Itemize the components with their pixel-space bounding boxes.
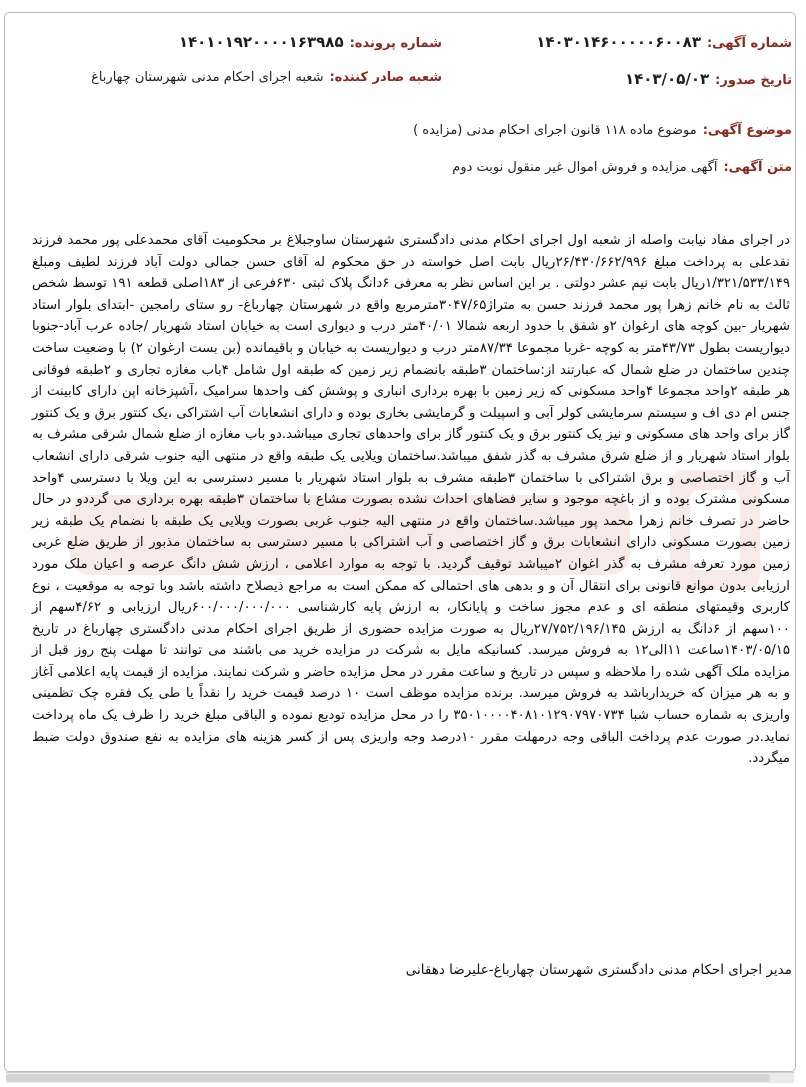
text-title-row <box>452 160 792 175</box>
signature: مدیر اجرای احکام مدنی دادگستری شهرستان چهارباغ-علیرضا دهقانی <box>405 962 792 978</box>
notice-number-row <box>536 33 792 51</box>
text-title: آگهی مزایده و فروش اموال غیر منقول نوبت دوم <box>452 160 718 175</box>
issue-date-row <box>625 70 792 88</box>
notice-paragraph: در اجرای مفاد نیابت واصله از شعبه اول اجرای احکام مدنی دادگستری شهرستان ساوجبلاغ بر محکومیت آقای محمدعلی پور محمد فرزند نقدعلی به پرداخت مبلغ ۲۶/۴۳۰/۶۶۲/۹۹۶ریال بابت اصل خواسته در حق محکوم له آقای حسن جمالی دولت آباد فرزند لطیف ومبلغ ۱/۳۲۱/۵۳۳/۱۴۹ریال بابت نیم عشر دولتی . بر این اساس نظر به معرفی ۶دانگ پلاک ثبتی ۶۳۰فرعی از ۱۸۳اصلی قطعه ۱۹۱ توسط شخص ثالث به نام خانم زهرا پور محمد فرزند حسن به متراژ۳۰۴۷/۶۵مترمربع واقع در شهرستان چهارباغ- رو ستای رامجین -ابتدای بلوار استاد شهریار -بین کوچه های ارغوان ۲و شفق با حدود اربعه شمالا ۴۰/۰۱متر درب و دیواری است به خیابان استاد شهریار /جاده عرب آباد-جنوبا دیواریست بطول ۴۳/۷۳متر به کوچه -غربا مجموعا ۸۷/۳۴متر درب و دیواریست به خیابان و باقیمانده (بن بست ارغوان ۲) با وضعیت ساخت چندین ساختمان در ضلع شمال که عبارتند از:ساختمان ۳طبقه بانضمام زیر زمین که طبقه اول شامل ۴باب مغازه تجاری و ۲طبقه فوقانی هر طبقه ۲واحد مجموعا ۴واحد مسکونی که زیر زمین با بهره برداری انباری و پوشش کف واحدها سرامیک ،آشپزخانه اپن دارای کابینت از جنس ام دی اف و سیستم سرمایشی کولر آبی و اسپیلت و گرمایشی بخاری بوده و دارای انشعابات آب اشتراکی ،یک کنتور برق و یک کنتور گاز برای واحد های مسکونی و نیز یک کنتور برق و یک کنتور گاز برای واحدهای تجاری میباشد.دو باب مغازه از ضلع شمال شرقی مشرف به بلوار استاد شهریار و از ضلع شرق مشرف به گذر شفق میباشد.ساختمان ویلایی یک طبقه واقع در منتهی الیه جنوب شرقی دارای انشعاب آب و گاز اختصاصی و برق اشتراکی با ساختمان ۳طبقه مشرف به بلوار استاد شهریار با مسیر دسترسی به این ویلا با دسترسی ۴واحد مسکونی مشترک بوده و از باغچه موجود و سایر فضاهای احداث نشده بصورت مشاع با ساختمان ۳طبقه بهره برداری می گرددو در حال حاضر در تصرف خانم زهرا محمد پور میباشد.ساختمان واقع در منتهی الیه جنوب غربی بصورت ویلایی یک طبقه با نضمام یک طبقه زیر زمین بصورت مسکونی دارای انشعابات برق و گاز اختصاصی و آب اشتراکی با مسیر دسترسی به ساختمان مذبور از طریق ضلع غربی زمین مورد تعرفه مشرف به گذر اغوان ۲میباشد توقیف گردید. با توجه به موارد اعلامی ، ارزش شش دانگ عرصه و اعیان ملک مورد ارزیابی بدون موانع قانونی برای انتقال آن و و بدهی های احتمالی که ممکن است به مراجع ذیصلاح داشته باشد وبا توجه به موقعیت ، نوع کاربری وقیمتهای منطقه ای و عدم مجوز ساخت و پایانکار، به ارزش پایه کارشناسی ۶۰۰/۰۰۰/۰۰۰/۰۰۰ریال ارزیابی و ۴/۶۲سهم از ۱۰۰سهم از ۶دانگ به ارزش ۲۷/۷۵۲/۱۹۶/۱۴۵ریال به صورت مزایده حضوری از طریق اجرای احکام مدنی دادگستری چهارباغ در تاریخ ۱۴۰۳/۰۵/۱۵ساعت ۱۱الی۱۲ به فروش میرسد. کسانیکه مایل به شرکت در مزایده خرید می باشند می توانند تا مهلت پنج روز قبل از مزایده ملک آگهی شده را ملاحظه و سپس در تاریخ و ساعت مقرر در محل مزایده حاضر و شرکت نمایند. مزایده از قیمت پایه اعلامی آغاز و به هر میزان که خریدارباشد به فروش میرسد. برنده مزایده موظف است ۱۰ درصد قیمت خرید را نقداً یا طی یک فقره چک تظمینی واریزی به شماره حساب شبا ۳۵۰۱۰۰۰۰۴۰۸۱۰۱۲۹۰۷۹۷۰۷۳۴ را در محل مزایده تودیع نموده و الباقی مبلغ خرید را ظرف یک ماه پرداخت نماید.در صورت عدم پرداخت الباقی وجه درمهلت مقرر ۱۰درصد وجه واریزی پس از کسر هزینه های مزایده به نفع صندوق دولت ضبط میگردد. <box>32 233 791 767</box>
horizontal-scrollbar[interactable] <box>6 1072 794 1083</box>
subject-row <box>413 123 792 138</box>
issuer: شعبه اجرای احکام مدنی شهرستان چهارباغ <box>91 70 324 85</box>
subject: موضوع ماده ۱۱۸ قانون اجرای احکام مدنی (مزایده ) <box>413 123 697 138</box>
case-number-label: شماره پرونده: <box>349 36 442 51</box>
issuer-label: شعبه صادر کننده: <box>329 70 442 85</box>
issue-date: ۱۴۰۳/۰۵/۰۳ <box>624 70 710 88</box>
case-number: ۱۴۰۱۰۱۹۲۰۰۰۰۱۶۳۹۸۵ <box>178 33 344 51</box>
issuer-row <box>91 70 442 85</box>
text-label: متن آگهی: <box>723 160 792 175</box>
notice-number-label: شماره آگهی: <box>706 36 792 51</box>
notice-number: ۱۴۰۳۰۱۴۶۰۰۰۰۰۶۰۰۸۳ <box>536 33 701 51</box>
subject-label: موضوع آگهی: <box>702 123 792 138</box>
scrollbar-thumb[interactable] <box>6 1074 770 1082</box>
case-number-row <box>179 33 442 51</box>
issue-date-label: تاریخ صدور: <box>715 73 792 88</box>
notice-body <box>32 230 790 770</box>
